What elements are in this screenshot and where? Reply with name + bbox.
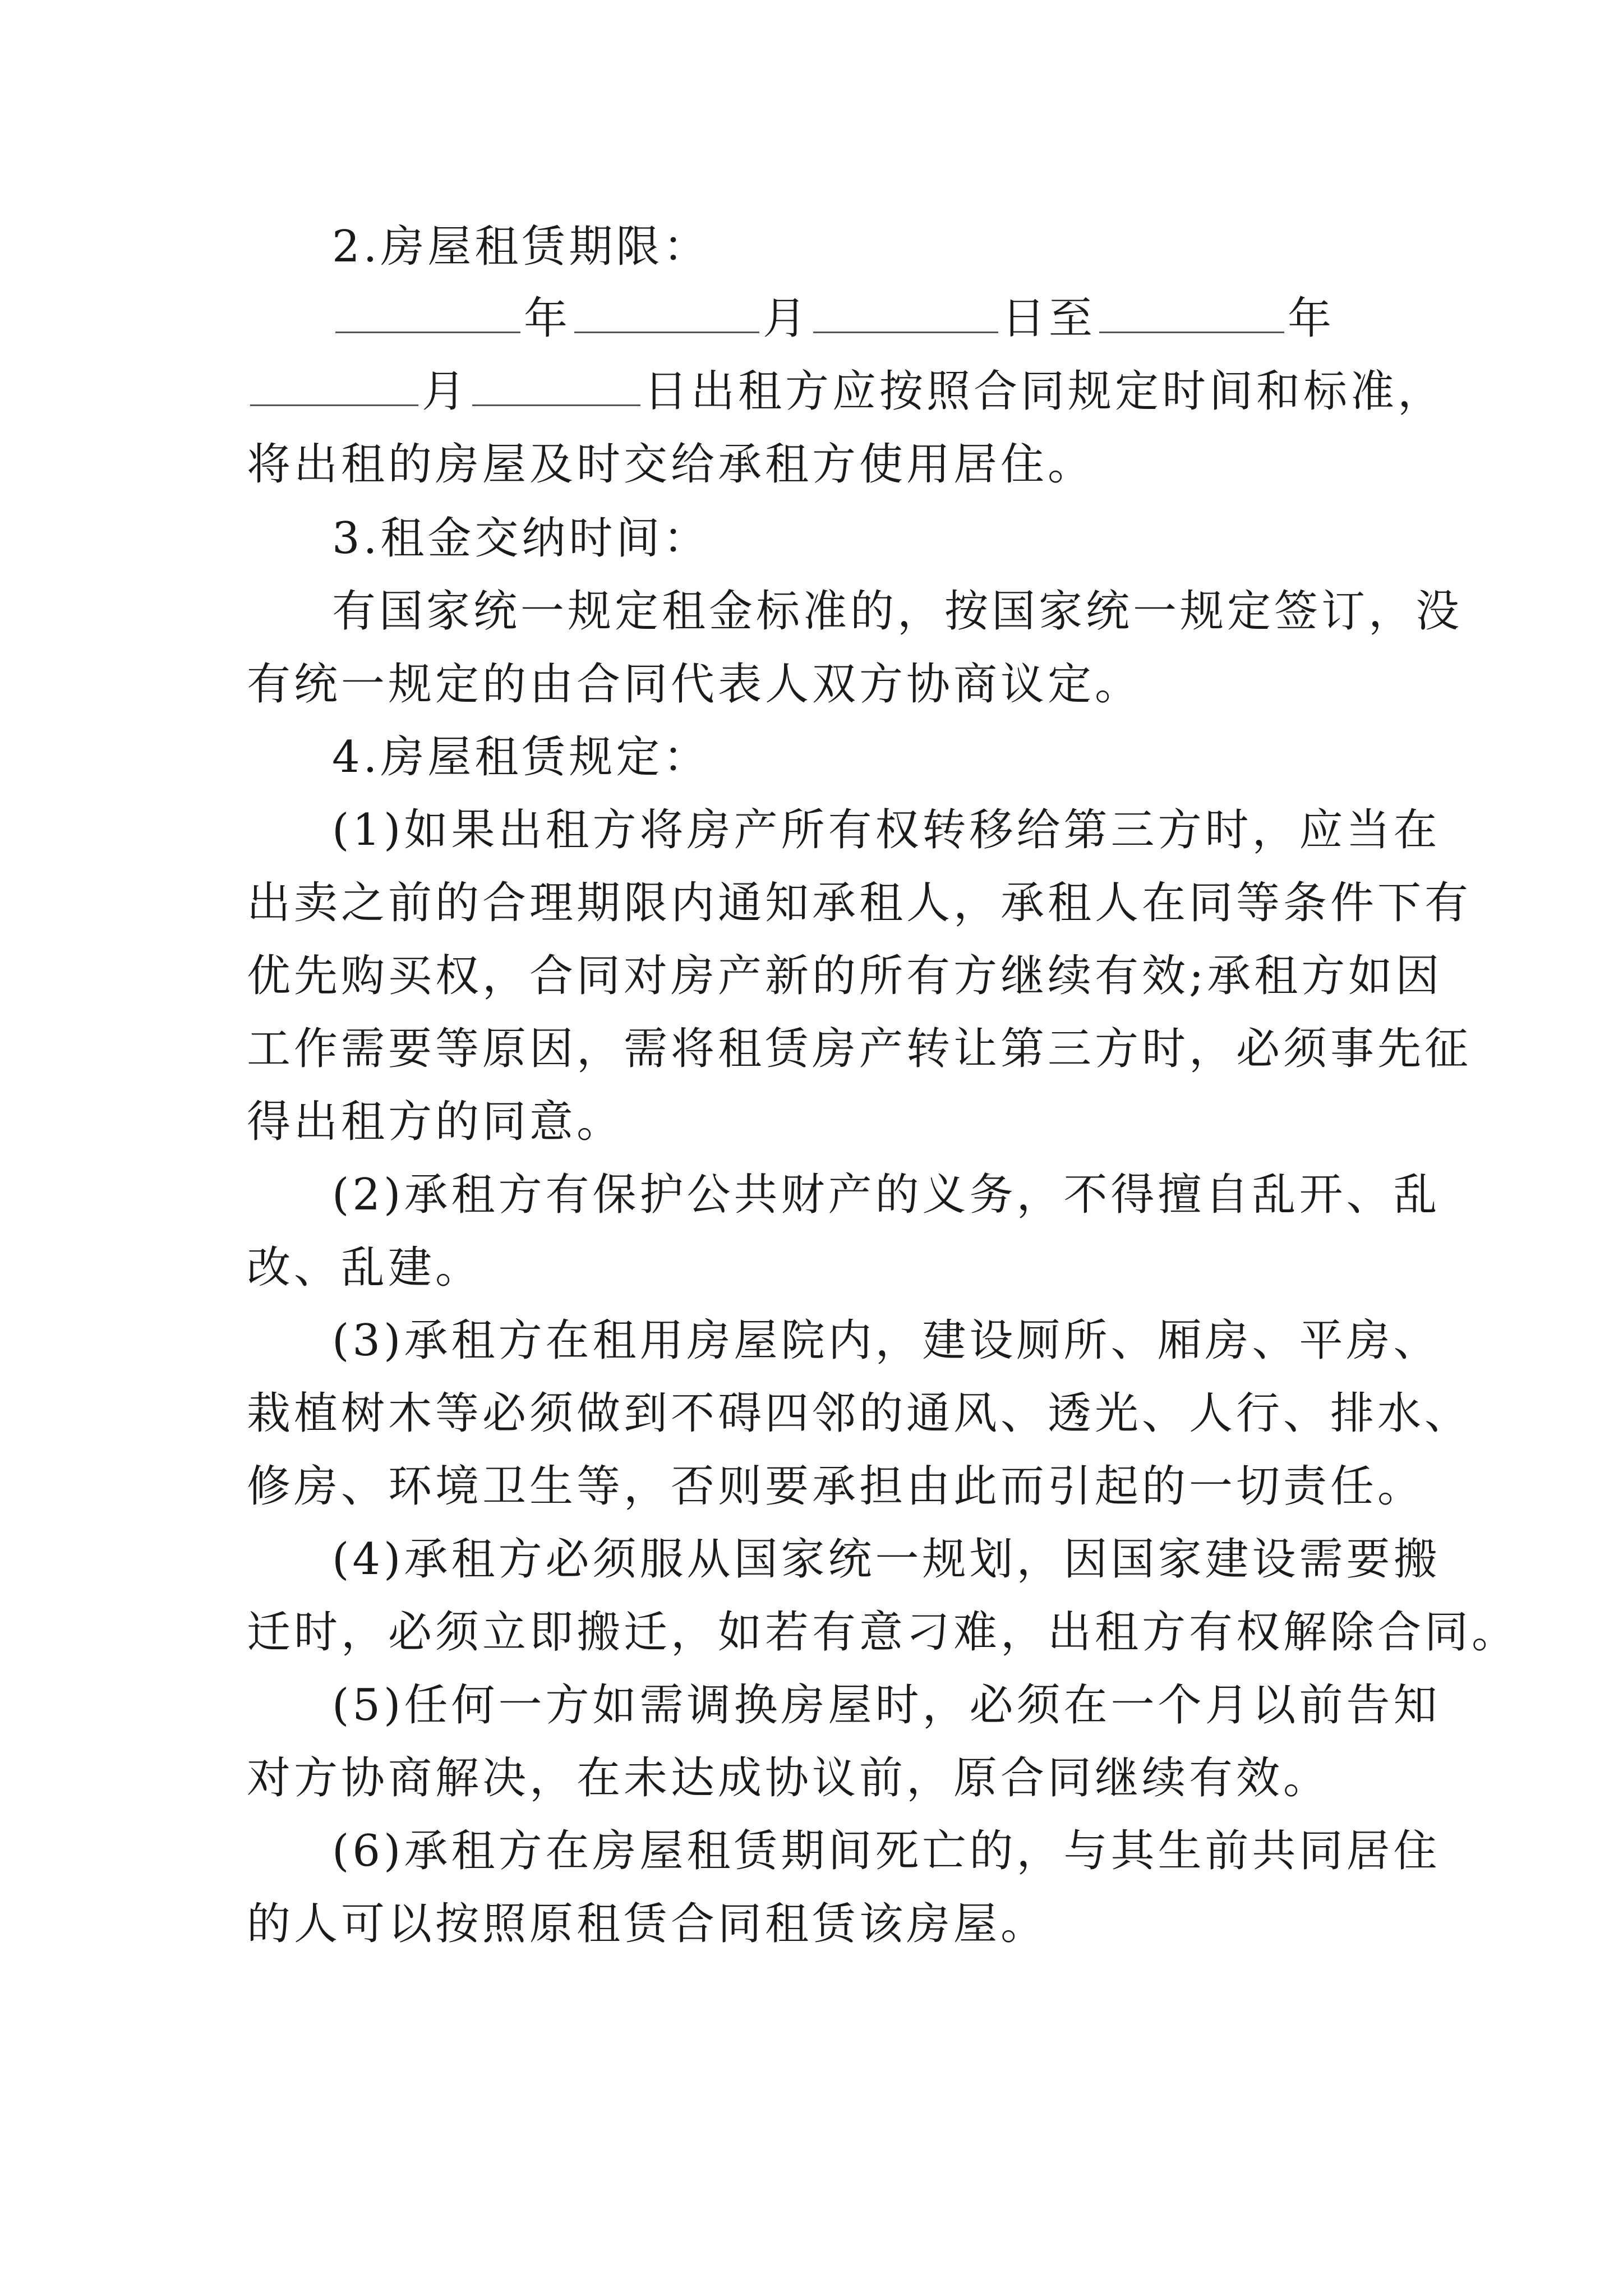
rule-1-line-4: 工作需要等原因，需将租赁房产转让第三方时，必须事先征 [247,1024,1472,1074]
unit-day-rest: 日出租方应按照合同规定时间和标准， [644,366,1445,417]
start-year-blank[interactable] [335,292,520,333]
lease-rules-heading: 4.房屋租赁规定： [332,732,711,783]
rule-3-line-3: 修房、环境卫生等，否则要承担由此而引起的一切责任。 [247,1461,1425,1512]
lease-term-dates-line-2 [247,364,1445,420]
lease-term-heading: 2.房屋租赁期限： [332,222,711,272]
rule-3-line-2: 栽植树木等必须做到不碍四邻的通风、透光、人行、排水、 [247,1388,1472,1439]
unit-year-end: 年 [1288,293,1335,344]
lease-term-line-3: 将出租的房屋及时交给承租方使用居住。 [247,439,1095,490]
rule-3-line-1: (3)承租方在租用房屋院内，建设厕所、厢房、平房、 [332,1315,1441,1366]
rent-payment-line-2: 有统一规定的由合同代表人双方协商议定。 [247,659,1142,710]
end-month-blank[interactable] [250,365,418,406]
rule-5-line-2: 对方协商解决，在未达成协议前，原合同继续有效。 [247,1753,1331,1803]
end-year-blank[interactable] [1099,292,1284,333]
unit-year: 年 [524,293,571,344]
rule-1-line-1: (1)如果出租方将房产所有权转移给第三方时，应当在 [332,805,1441,855]
lease-term-dates-line-1 [332,291,1510,347]
rent-payment-line-1: 有国家统一规定租金标准的，按国家统一规定签订，没 [332,586,1463,637]
end-day-blank[interactable] [472,365,640,406]
rule-6-line-1: (6)承租方在房屋租赁期间死亡的，与其生前共同居住 [332,1826,1441,1876]
unit-day-to: 日至 [1002,293,1096,344]
rule-1-line-3: 优先购买权，合同对房产新的所有方继续有效;承租方如因 [247,951,1443,1001]
rule-4-line-2: 迁时，必须立即搬迁，如若有意刁难，出租方有权解除合同。 [247,1607,1519,1658]
rule-6-line-2: 的人可以按照原租赁合同租赁该房屋。 [247,1899,1048,1949]
rule-2-line-1: (2)承租方有保护公共财产的义务，不得擅自乱开、乱 [332,1170,1441,1220]
rule-4-line-1: (4)承租方必须服从国家统一规划，因国家建设需要搬 [332,1534,1441,1585]
unit-month: 月 [763,293,810,344]
rule-5-line-1: (5)任何一方如需调换房屋时，必须在一个月以前告知 [332,1680,1441,1731]
rule-1-line-2: 出卖之前的合理期限内通知承租人，承租人在同等条件下有 [247,878,1472,928]
rule-2-line-2: 改、乱建。 [247,1243,483,1293]
start-month-blank[interactable] [574,292,759,333]
start-day-blank[interactable] [813,292,998,333]
rule-1-line-5: 得出租方的同意。 [247,1097,624,1147]
rent-payment-heading: 3.租金交纳时间： [332,513,711,564]
unit-month-end: 月 [422,366,469,417]
